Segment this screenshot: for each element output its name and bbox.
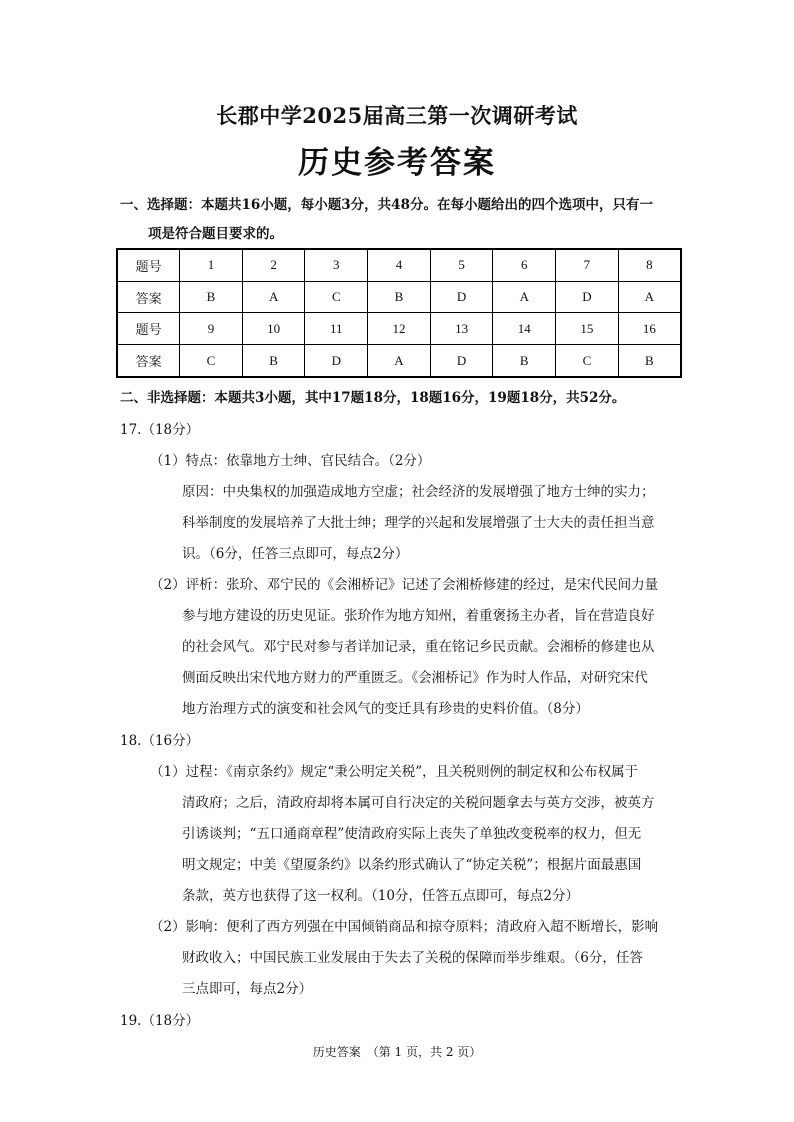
row-label-answer: 答案: [117, 345, 180, 377]
question-number: 2: [242, 249, 305, 281]
doc-title: 历史参考答案: [298, 145, 496, 181]
q18-part1-line: 清政府；之后，清政府却将本属可自行决定的关税问题拿去与英方交涉，被英方: [182, 795, 655, 811]
q19-number: 19.（18分）: [120, 1013, 200, 1029]
answer-cell: A: [368, 345, 431, 377]
answer-cell: A: [493, 281, 556, 313]
q18-number: 18.（16分）: [120, 733, 200, 749]
row-label-question: 题号: [117, 313, 180, 345]
question-number: 4: [368, 249, 431, 281]
row-label-question: 题号: [117, 249, 180, 281]
row-label-answer: 答案: [117, 281, 180, 313]
school-title: 长郡中学2025届高三第一次调研考试: [216, 103, 578, 128]
answer-cell: D: [305, 345, 368, 377]
answer-cell: C: [180, 345, 243, 377]
question-number: 15: [556, 313, 619, 345]
answer-cell: A: [242, 281, 305, 313]
q17-part2-line: 的社会风气。邓宁民对参与者详加记录，重在铭记乡民贡献。会湘桥的修建也从: [182, 639, 655, 655]
q17-part2-line: 侧面反映出宋代地方财力的严重匮乏。《会湘桥记》作为时人作品，对研究宋代: [182, 670, 648, 686]
q18-part2-line: 三点即可，每点2分）: [182, 981, 313, 997]
answer-cell: B: [180, 281, 243, 313]
question-number: 13: [430, 313, 493, 345]
q18-part1-line: 条款，英方也获得了这一权利。（10分，任答五点即可，每点2分）: [182, 888, 580, 904]
question-number: 5: [430, 249, 493, 281]
answer-table: [116, 248, 682, 378]
table-row: [117, 313, 681, 345]
q18-part1-line: 引诱谈判；“五口通商章程”使清政府实际上丧失了单独改变税率的权力，但无: [182, 826, 642, 842]
question-number: 14: [493, 313, 556, 345]
q18-part2-line: （2）影响：便利了西方列强在中国倾销商品和掠夺原料；清政府入超不断增长，影响: [150, 919, 659, 935]
answer-cell: A: [618, 281, 681, 313]
question-number: 9: [180, 313, 243, 345]
answer-cell: B: [618, 345, 681, 377]
question-number: 10: [242, 313, 305, 345]
table-row: [117, 281, 681, 313]
q17-part1-line: （1）特点：依靠地方士绅、官民结合。（2分）: [150, 453, 431, 469]
q17-part1-line: 识。（6分，任答三点即可，每点2分）: [182, 546, 409, 562]
q17-part2-line: 地方治理方式的演变和社会风气的变迁具有珍贵的史料价值。（8分）: [182, 701, 589, 717]
answer-cell: B: [242, 345, 305, 377]
question-number: 3: [305, 249, 368, 281]
answer-cell: B: [368, 281, 431, 313]
question-number: 1: [180, 249, 243, 281]
question-number: 6: [493, 249, 556, 281]
answer-cell: D: [556, 281, 619, 313]
answer-cell: C: [556, 345, 619, 377]
q17-part1-line: 原因：中央集权的加强造成地方空虚；社会经济的发展增强了地方士绅的实力；: [182, 484, 655, 500]
question-number: 16: [618, 313, 681, 345]
q17-part2-line: 参与地方建设的历史见证。张玠作为地方知州，着重褒扬主办者，旨在营造良好: [182, 608, 655, 624]
section1-heading: 一、选择题：本题共16小题，每小题3分，共48分。在每小题给出的四个选项中，只有一: [120, 197, 653, 213]
question-number: 12: [368, 313, 431, 345]
answer-cell: C: [305, 281, 368, 313]
answer-cell: B: [493, 345, 556, 377]
table-row: [117, 249, 681, 281]
answer-cell: D: [430, 345, 493, 377]
q18-part1-line: （1）过程：《南京条约》规定“秉公明定关税”，且关税则例的制定权和公布权属于: [150, 764, 639, 780]
question-number: 8: [618, 249, 681, 281]
question-number: 7: [556, 249, 619, 281]
q18-part1-line: 明文规定；中美《望厦条约》以条约形式确认了“协定关税”；根据片面最惠国: [182, 857, 642, 873]
q17-number: 17.（18分）: [120, 422, 200, 438]
question-number: 11: [305, 313, 368, 345]
table-row: [117, 345, 681, 377]
section1-heading-cont: 项是符合题目要求的。: [148, 226, 283, 242]
q17-part2-line: （2）评析：张玠、邓宁民的《会湘桥记》记述了会湘桥修建的经过，是宋代民间力量: [150, 577, 659, 593]
q18-part2-line: 财政收入；中国民族工业发展由于失去了关税的保障而举步维艰。（6分，任答: [182, 950, 643, 966]
answer-cell: D: [430, 281, 493, 313]
section2-heading: 二、非选择题：本题共3小题，其中17题18分，18题16分，19题18分，共52分。: [120, 390, 626, 406]
q17-part1-line: 科举制度的发展培养了大批士绅；理学的兴起和发展增强了士大夫的责任担当意: [182, 515, 655, 531]
page-footer: 历史答案 （第 1 页，共 2 页）: [312, 1045, 482, 1059]
